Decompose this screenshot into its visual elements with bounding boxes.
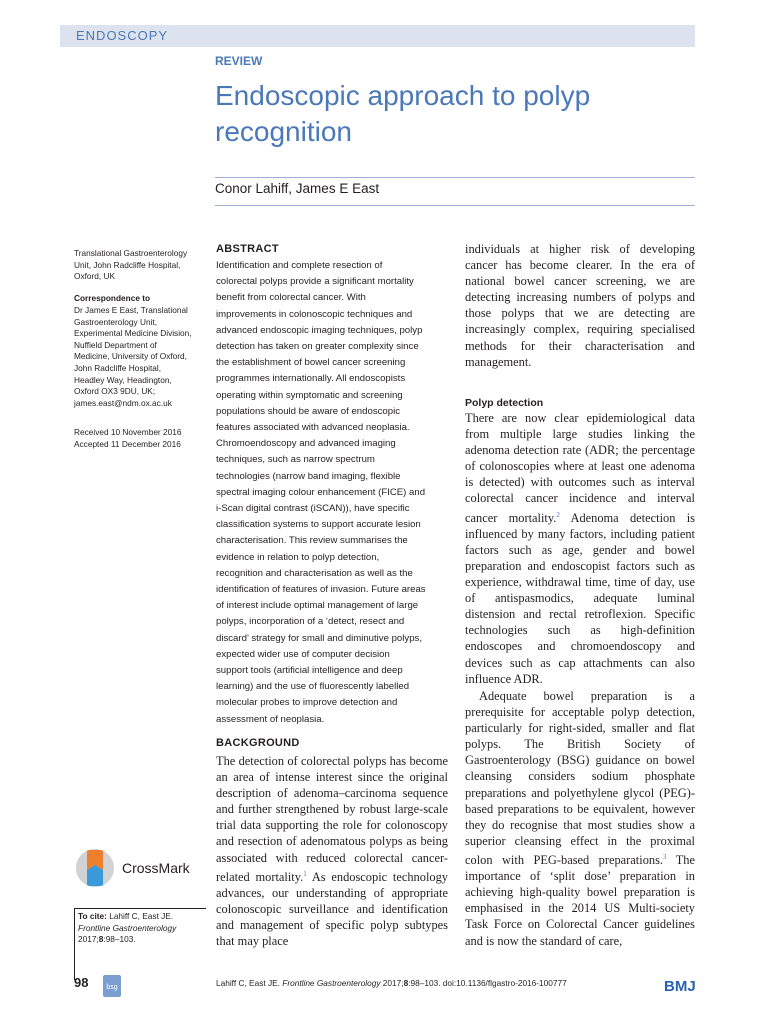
- abstract-line: i-Scan digital contrast (iSCAN)), have specific: [216, 503, 410, 515]
- affiliation: Translational Gastroenterology Unit, John Radcliffe Hospital, Oxford, UK: [74, 248, 188, 282]
- abstract-line: features associated with advanced neoplasia.: [216, 422, 410, 434]
- cite-authors: Lahiff C, East JE.: [109, 911, 174, 921]
- abstract-line: discard’ strategy for small and diminutive polyps,: [216, 632, 422, 644]
- author-rule-bottom: [215, 205, 695, 206]
- corr-line: Experimental Medicine Division,: [74, 328, 192, 339]
- title-line-2: recognition: [215, 116, 352, 147]
- footer-journal: Frontline Gastroenterology: [282, 978, 381, 988]
- abstract-line: Identification and complete resection of: [216, 260, 383, 271]
- title-line-1: Endoscopic approach to polyp: [215, 80, 591, 111]
- abstract-line: operating within symptomatic and screening: [216, 389, 403, 401]
- abstract-line: techniques, such as narrow spectrum: [216, 454, 375, 466]
- reference-link[interactable]: 1: [303, 869, 307, 878]
- received-dates: [74, 427, 204, 450]
- background-text: [216, 753, 448, 949]
- corr-line: Nuffield Department of: [74, 339, 157, 350]
- correspondence-label: Correspondence to: [74, 293, 151, 303]
- abstract-line: populations should be aware of endoscopic: [216, 405, 401, 417]
- accepted-date: Accepted 11 December 2016: [74, 438, 181, 449]
- corr-line: Oxford OX3 9DU, UK;: [74, 386, 156, 397]
- abstract-line: detection has taken on greater complexity since: [216, 341, 419, 353]
- abstract-line: improvements in colonoscopic techniques and: [216, 308, 413, 320]
- abstract-line: assessment of neoplasia.: [216, 713, 325, 725]
- abstract-line: expected wider use of computer decision: [216, 648, 390, 660]
- corr-line: Dr James E East, Translational: [74, 305, 188, 315]
- abstract-heading: ABSTRACT: [216, 243, 279, 255]
- polyp-p1-b: Adenoma detection is influenced by many factors, including patient factors such as age, gender and bowel preparation and endoscopist factors such as experience, withdrawal time, time of day, use of antispasmodics, adequate luminal distension and rectal retroflexion. Specific technologies such as high-definition endoscopes and chromoendoscopy and devices such as cap attachments can also influence ADR.: [465, 510, 695, 686]
- abstract-line: molecular probes to improve detection and: [216, 697, 398, 709]
- bsg-logo-text: bsg: [106, 984, 118, 991]
- cite-volume: 8: [98, 934, 104, 945]
- background-text-a: The detection of colorectal polyps has become an area of intense interest since the original description of adenoma–carcinoma sequence and further strengthened by robust large-scale trial data supporting the role for colonoscopy and resection of adenomatous polyps as being associated with reduced colorectal cancer-related mortality.: [216, 754, 448, 884]
- abstract-line: the establishment of bowel cancer screening: [216, 357, 406, 369]
- polyp-p2-b: The importance of ‘split dose’ preparation in achieving high-quality bowel preparation is emphasised in the 2014 US Multi-society Task Force on Colorectal Cancer guidelines and is now the standard of care,: [465, 853, 695, 948]
- background-heading: BACKGROUND: [216, 737, 300, 749]
- footer-citation[interactable]: [216, 978, 567, 988]
- section-header-bar: [60, 25, 695, 47]
- cite-label: To cite:: [78, 911, 107, 921]
- correspondence-address: [74, 305, 206, 409]
- cite-journal: Frontline Gastroenterology: [78, 922, 177, 933]
- abstract-line: programmes internationally. All endoscopists: [216, 373, 406, 385]
- polyp-paragraph-1: [465, 410, 695, 687]
- footer-doi: :98–103. doi:10.1136/flgastro-2016-100777: [408, 978, 567, 988]
- article-type: REVIEW: [215, 54, 263, 68]
- abstract-line: Chromoendoscopy and advanced imaging: [216, 438, 396, 450]
- footer-volume: 8: [403, 978, 409, 988]
- reference-link[interactable]: 3: [663, 852, 667, 861]
- cite-year: 2017;: [78, 934, 99, 945]
- bmj-logo: BMJ: [664, 978, 696, 995]
- bsg-logo: [103, 975, 121, 997]
- crossmark-icon: [74, 840, 116, 896]
- abstract-line: spectral imaging colour enhancement (FICE) and: [216, 486, 426, 498]
- abstract-line: colorectal polyps provide a significant mortality: [216, 276, 414, 288]
- abstract-line: support tools (artificial intelligence and deep: [216, 665, 403, 677]
- corr-line: John Radcliffe Hospital,: [74, 362, 162, 373]
- intro-continuation: individuals at higher risk of developing cancer has become clearer. In the era of national bowel cancer screening, we are detecting increasing numbers of polyps and those polyps that we are detecting are increasingly complex, requiring specialised methods for their characterisation and management.: [465, 242, 695, 369]
- article-title: [215, 78, 695, 150]
- cite-rule: [74, 908, 206, 909]
- cite-box: [78, 911, 206, 946]
- corr-line: Gastroenterology Unit,: [74, 316, 158, 327]
- abstract-line: polyps, incorporation of a ‘detect, resect and: [216, 616, 405, 628]
- authors[interactable]: Conor Lahiff, James E East: [215, 181, 380, 196]
- abstract-line: advanced endoscopic imaging techniques, polyp: [216, 324, 423, 336]
- abstract-line: benefit from colorectal cancer. With: [216, 292, 366, 304]
- abstract-line: evidence in relation to polyp detection,: [216, 551, 380, 563]
- crossmark-badge[interactable]: [74, 840, 204, 898]
- polyp-p2-a: Adequate bowel preparation is a prerequisite for acceptable polyp detection, particularly for right-sided, smaller and flat polyps. The British Society of Gastroenterology (BSG) guidance on bowel cleansing considers sodium phosphate preparations and polyethylene glycol (PEG)-based preparations to be equivalent, however they do recognise that most studies show a superior cleansing effect in the proximal colon with PEG-based preparations.: [465, 689, 695, 868]
- bsg-logo-icon: [103, 975, 121, 997]
- footer-cite-pre: Lahiff C, East JE.: [216, 978, 283, 988]
- abstract-line: of interest include optimal management of large: [216, 600, 419, 612]
- background-text-b: As endoscopic technology advances, our understanding of appropriate colonoscopic surveillance and identification and management of specific polyp subtypes that may place: [216, 869, 448, 949]
- abstract-line: identification of features of invasion. Future areas: [216, 584, 426, 596]
- polyp-p1-a: There are now clear epidemiological data from multiple large studies linking the adenoma detection rate (ADR; the percentage of colonoscopies where at least one adenoma is detected) with outcomes such as interval colorectal cancer incidence and interval cancer mortality.: [465, 411, 695, 525]
- crossmark-label: CrossMark: [122, 860, 190, 876]
- abstract-line: learning) and the use of fluorescently labelled: [216, 681, 410, 693]
- polyp-detection-heading: Polyp detection: [465, 397, 544, 409]
- corr-line: Headley Way, Headington,: [74, 374, 172, 385]
- cite-pages: :98–103.: [103, 934, 136, 945]
- abstract-line: characterisation. This review summarises the: [216, 535, 408, 547]
- cite-vline: [74, 908, 75, 980]
- reference-link[interactable]: 2: [556, 510, 560, 519]
- author-rule-top: [215, 177, 695, 178]
- abstract-line: technologies (narrow band imaging, flexible: [216, 470, 401, 482]
- page-number: 98: [74, 975, 89, 990]
- corr-line: Medicine, University of Oxford,: [74, 351, 187, 362]
- abstract-text: [216, 258, 448, 728]
- abstract-line: classification systems to support accurate lesion: [216, 519, 421, 531]
- polyp-paragraph-2: [465, 688, 695, 949]
- section-label: ENDOSCOPY: [76, 28, 169, 43]
- abstract-line: recognition and characterisation as well as the: [216, 567, 413, 579]
- corr-email[interactable]: james.east@ndm.ox.ac.uk: [74, 397, 172, 408]
- footer-year: 2017;: [380, 978, 404, 988]
- received-date: Received 10 November 2016: [74, 427, 182, 437]
